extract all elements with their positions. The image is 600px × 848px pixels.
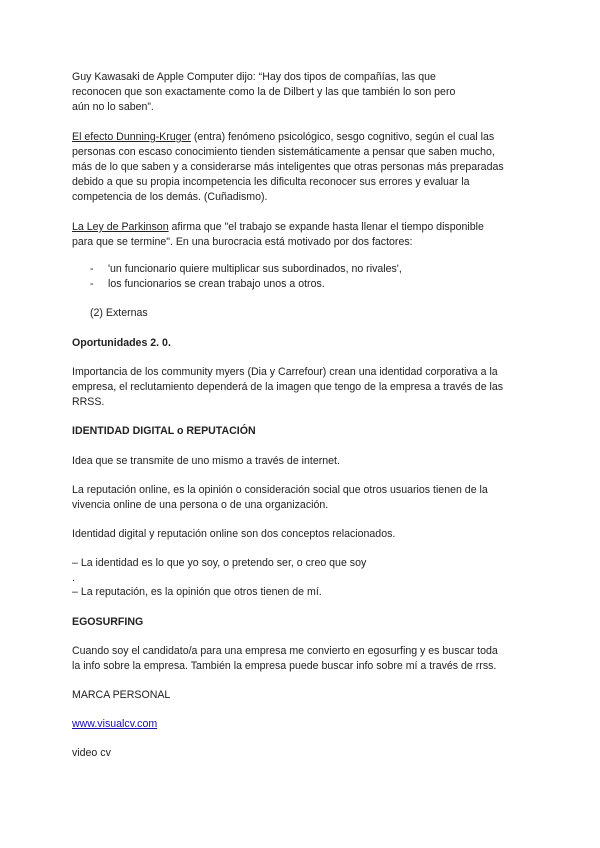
marca-personal-label: MARCA PERSONAL bbox=[72, 689, 171, 701]
bullet-marker: - bbox=[90, 278, 94, 290]
identidad-p4: – La identidad es lo que yo soy, o pretendo ser, o creo que soy bbox=[72, 557, 367, 569]
egosurfing-line: Cuando soy el candidato/a para una empresa me convierto en egosurfing y es buscar toda bbox=[72, 645, 498, 657]
quote-line: Guy Kawasaki de Apple Computer dijo: “Hay dos tipos de compañías, las que bbox=[72, 71, 436, 83]
identidad-p2-line: La reputación online, es la opinión o consideración social que otros usuarios tienen de la bbox=[72, 484, 488, 496]
dunning-kruger-paragraph bbox=[72, 130, 504, 205]
oportunidades-line: RRSS. bbox=[72, 396, 105, 408]
quote-line: reconocen que son exactamente como la de Dilbert y las que también lo son pero bbox=[72, 86, 456, 98]
dunning-kruger-term: El efecto Dunning-Kruger bbox=[72, 131, 191, 143]
list-item bbox=[0, 277, 600, 292]
dunning-line: competencia de los demás. (Cuñadismo). bbox=[72, 191, 268, 203]
parkinson-line-rest: afirma que "el trabajo se expande hasta llenar el tiempo disponible bbox=[168, 221, 484, 233]
egosurfing-paragraph bbox=[72, 644, 498, 674]
parkinson-line bbox=[72, 220, 484, 235]
parkinson-bullet-list bbox=[0, 262, 600, 292]
identidad-p2-line: vivencia online de una persona o de una organización. bbox=[72, 499, 329, 511]
quote-line: aún no lo saben”. bbox=[72, 101, 154, 113]
externas-label: (2) Externas bbox=[90, 307, 148, 319]
egosurfing-heading: EGOSURFING bbox=[72, 616, 144, 628]
parkinson-term: La Ley de Parkinson bbox=[72, 221, 169, 233]
oportunidades-heading: Oportunidades 2. 0. bbox=[72, 337, 171, 349]
oportunidades-line: Importancia de los community myers (Dia y Carrefour) crean una identidad corporativa a la bbox=[72, 366, 498, 378]
egosurfing-line: la info sobre la empresa. También la empresa puede buscar info sobre mí a través de rrss. bbox=[72, 660, 497, 672]
list-item bbox=[0, 262, 600, 277]
dunning-line bbox=[72, 130, 504, 145]
visualcv-link[interactable]: www.visualcv.com bbox=[72, 718, 158, 730]
identidad-heading: IDENTIDAD DIGITAL o REPUTACIÓN bbox=[72, 425, 256, 437]
oportunidades-paragraph bbox=[72, 365, 503, 410]
kawasaki-quote bbox=[72, 70, 455, 115]
parkinson-line: para que se termine". En una burocracia está motivado por dos factores: bbox=[72, 236, 413, 248]
oportunidades-line: empresa, el reclutamiento dependerá de la imagen que tengo de la empresa a través de las bbox=[72, 381, 504, 393]
dunning-line: más de lo que saben y a considerarse más inteligentes que otras personas más preparadas bbox=[72, 161, 504, 173]
bullet-text: 'un funcionario quiere multiplicar sus subordinados, no rivales', bbox=[108, 263, 402, 275]
identidad-p2 bbox=[72, 483, 488, 513]
dunning-line: debido a que su propia incompetencia les dificulta reconocer sus errores y evaluar la bbox=[72, 176, 470, 188]
dunning-line: personas con escaso conocimiento tienden sistemáticamente a pensar que saben mucho, bbox=[72, 146, 495, 158]
video-cv-label: video cv bbox=[72, 747, 111, 759]
identidad-p4-dot: . bbox=[72, 572, 75, 584]
parkinson-paragraph bbox=[72, 220, 484, 250]
dunning-line-rest: (entra) fenómeno psicológico, sesgo cognitivo, según el cual las bbox=[190, 131, 495, 143]
bullet-text: los funcionarios se crean trabajo unos a otros. bbox=[108, 278, 325, 290]
identidad-p1: Idea que se transmite de uno mismo a través de internet. bbox=[72, 455, 340, 467]
identidad-p5: – La reputación, es la opinión que otros tienen de mí. bbox=[72, 586, 322, 598]
identidad-p3: Identidad digital y reputación online son dos conceptos relacionados. bbox=[72, 528, 396, 540]
bullet-marker: - bbox=[90, 263, 94, 275]
